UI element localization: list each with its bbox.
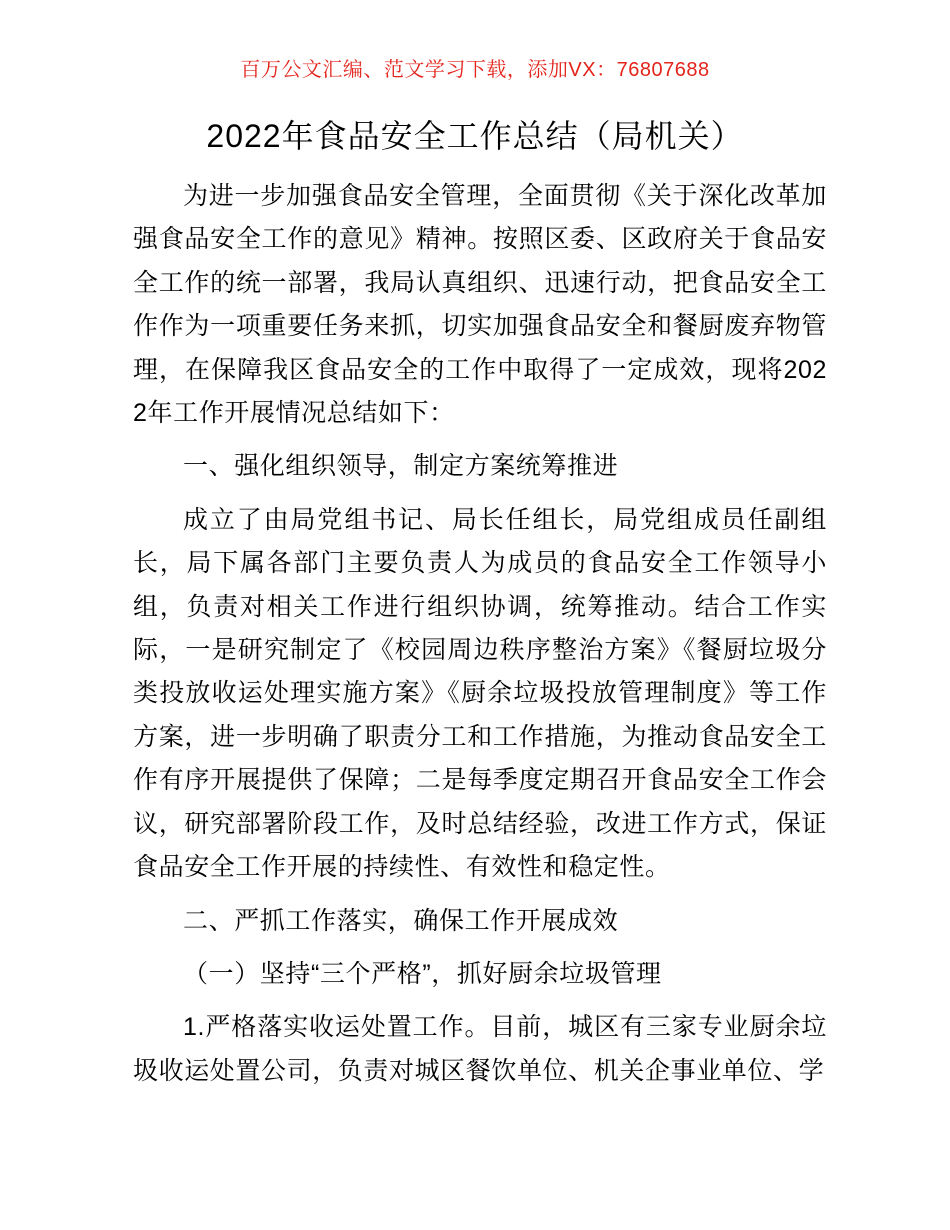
sub-section-heading-2-1: （一）坚持“三个严格”，抓好厨余垃圾管理 <box>183 959 662 988</box>
section-1-paragraph: 成立了由局党组书记、局长任组长，局党组成员任副组长，局下属各部门主要负责人为成员的食品安全工作领导小组，负责对相关工作进行组织协调，统筹推动。结合工作实际，一是研究制定了《校园周边秩序整治方案》《餐厨垃圾分类投放收运处理实施方案》《厨余垃圾投放管理制度》等工作方案，进一步明确了职责分工和工作措施，为推动食品安全工作有序开展提供了保障；二是每季度定期召开食品安全工作会议，研究部署阶段工作，及时总结经验，改进工作方式，保证食品安全工作开展的持续性、有效性和稳定性。 <box>133 505 827 882</box>
watermark-text: 百万公文汇编、范文学习下载，添加VX：76807688 <box>240 59 710 81</box>
section-heading-2: 二、严抓工作落实，确保工作开展成效 <box>183 906 619 935</box>
document-title: 2022年食品安全工作总结（局机关） <box>206 118 744 154</box>
document-body <box>133 175 827 1093</box>
section-2-paragraph-1: 1.严格落实收运处置工作。目前，城区有三家专业厨余垃圾收运处置公司，负责对城区餐饮单位、机关企事业单位、学 <box>133 1013 827 1085</box>
section-heading-1: 一、强化组织领导，制定方案统筹推进 <box>183 452 619 481</box>
intro-paragraph: 为进一步加强食品安全管理，全面贯彻《关于深化改革加强食品安全工作的意见》精神。按照区委、区政府关于食品安全工作的统一部署，我局认真组织、迅速行动，把食品安全工作作为一项重要任务来抓，切实加强食品安全和餐厨废弃物管理，在保障我区食品安全的工作中取得了一定成效，现将2022年工作开展情况总结如下： <box>133 182 827 428</box>
